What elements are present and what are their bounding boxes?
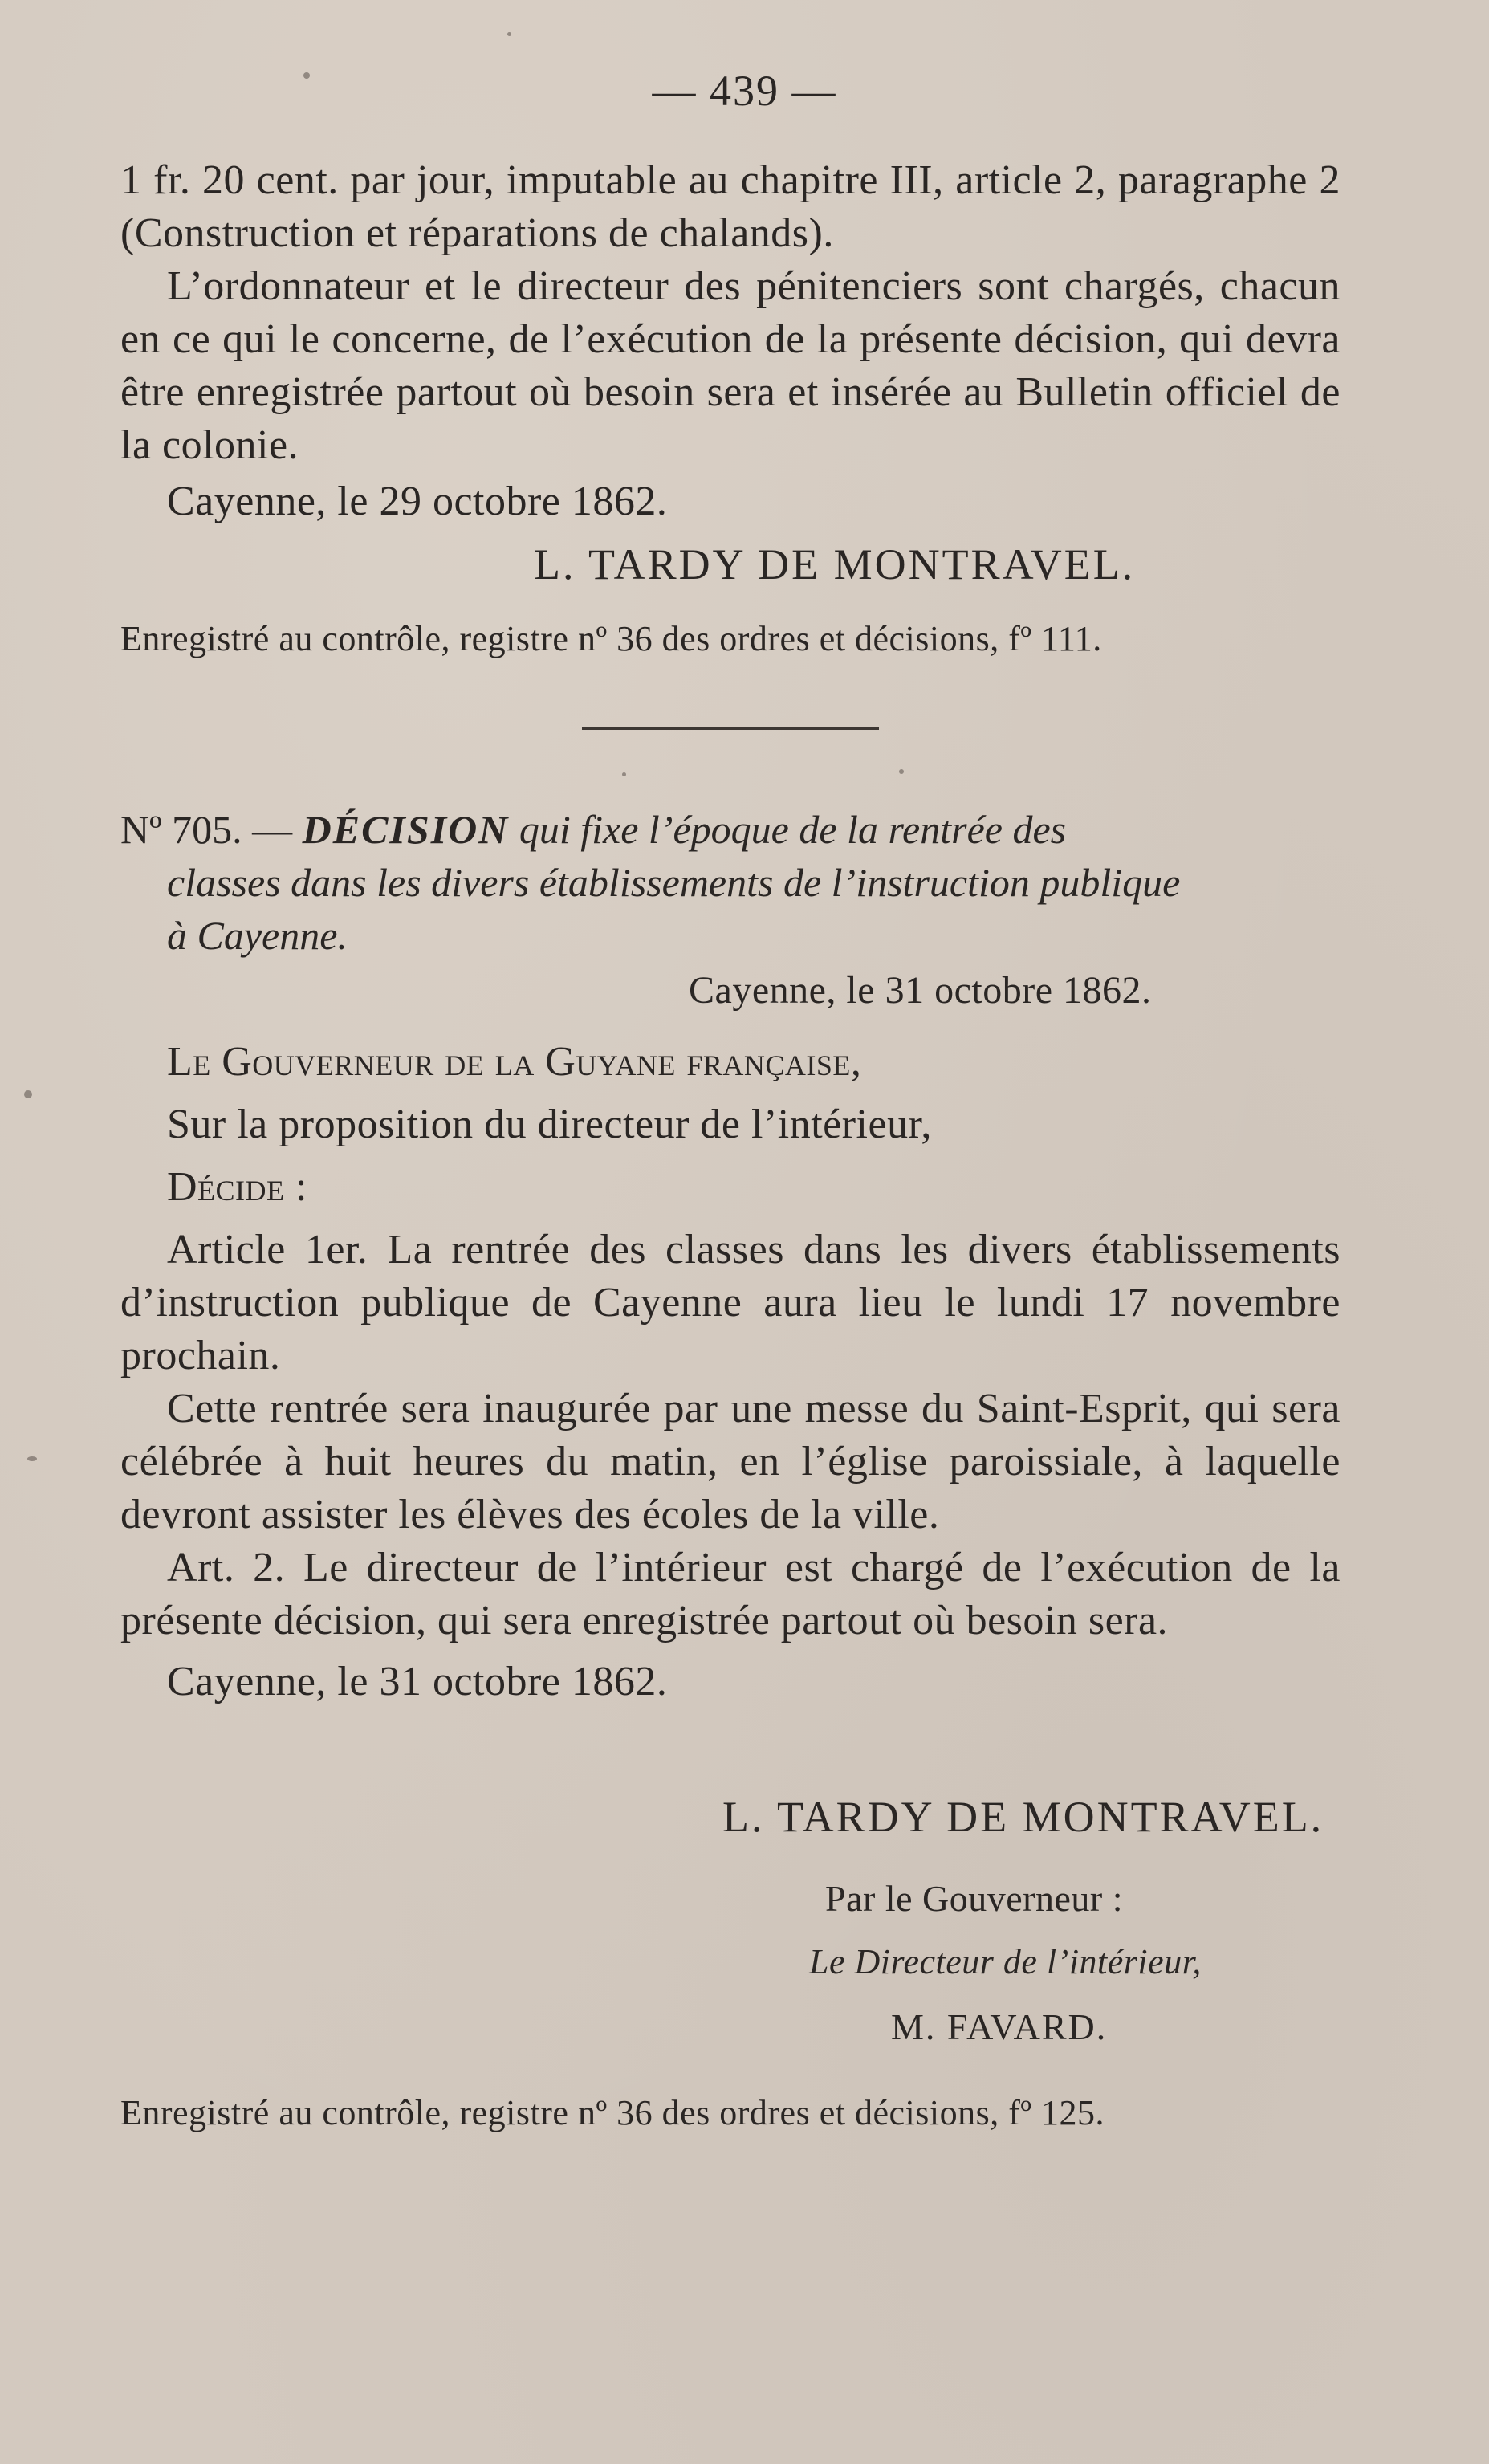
paper-speck: [27, 1456, 37, 1461]
section2-body: [120, 1036, 1341, 1709]
decision-title-rest: qui fixe l’époque de la rentrée des: [519, 807, 1067, 852]
paper-speck: [899, 769, 904, 774]
section1-paragraph2: L’ordonnateur et le directeur des pénitenciers sont chargés, chacun en ce qui le concerne, de l’exécution de la présente décision, qui devra être enregistrée partout où besoin sera et insérée au Bulletin officiel de la colonie.: [120, 263, 1341, 468]
decision-dateline: Cayenne, le 31 octobre 1862.: [689, 969, 1152, 1012]
signatory-favard: M. FAVARD.: [891, 2006, 1108, 2047]
governor-line: Le Gouverneur de la Guyane française,: [167, 1039, 862, 1085]
decision-title-line2: classes dans les divers établissements de l’instruction publique: [167, 860, 1181, 905]
paper-speck: [24, 1090, 32, 1098]
article1-continuation: Cette rentrée sera inaugurée par une messe du Saint-Esprit, qui sera célébrée à huit heures du matin, en l’église paroissiale, à laquelle devront assister les élèves des écoles de la ville.: [120, 1386, 1341, 1537]
section-divider: [582, 727, 879, 730]
section1-registration: Enregistré au contrôle, registre nº 36 des ordres et décisions, fº 111.: [120, 619, 1102, 658]
section2-place-date: Cayenne, le 31 octobre 1862.: [167, 1659, 668, 1704]
article1-paragraph: Article 1er. La rentrée des classes dans les divers établissements d’instruction publique de Cayenne aura lieu le lundi 17 novembre prochain.: [120, 1227, 1341, 1379]
section2-signature: L. TARDY DE MONTRAVEL.: [722, 1793, 1324, 1841]
decision-word: DÉCISION: [302, 807, 510, 852]
decision-title: [120, 803, 1341, 962]
section1-place-date: Cayenne, le 29 octobre 1862.: [167, 479, 668, 524]
section2-registration: Enregistré au contrôle, registre nº 36 des ordres et décisions, fº 125.: [120, 2093, 1105, 2132]
section1-paragraph1: 1 fr. 20 cent. par jour, imputable au chapitre III, article 2, paragraphe 2 (Construction et réparations de chalands).: [120, 157, 1341, 256]
decision-number: Nº 705. —: [120, 807, 293, 852]
paper-speck: [303, 72, 310, 79]
section1-signature: L. TARDY DE MONTRAVEL.: [534, 540, 1136, 589]
decision-title-line1: [120, 803, 1341, 856]
section1-body: [120, 154, 1341, 528]
decision-title-line3: à Cayenne.: [167, 913, 348, 958]
proposal-line: Sur la proposition du directeur de l’intérieur,: [167, 1102, 932, 1147]
directeur-interieur: Le Directeur de l’intérieur,: [809, 1942, 1202, 1981]
article2-paragraph: Art. 2. Le directeur de l’intérieur est chargé de l’exécution de la présente décision, qui sera enregistrée partout où besoin sera.: [120, 1545, 1341, 1643]
paper-speck: [622, 772, 626, 776]
decide-line: Décide :: [167, 1164, 307, 1210]
page-number: — 439 —: [652, 67, 837, 115]
par-le-gouverneur: Par le Gouverneur :: [825, 1878, 1123, 1919]
paper-speck: [507, 32, 511, 36]
